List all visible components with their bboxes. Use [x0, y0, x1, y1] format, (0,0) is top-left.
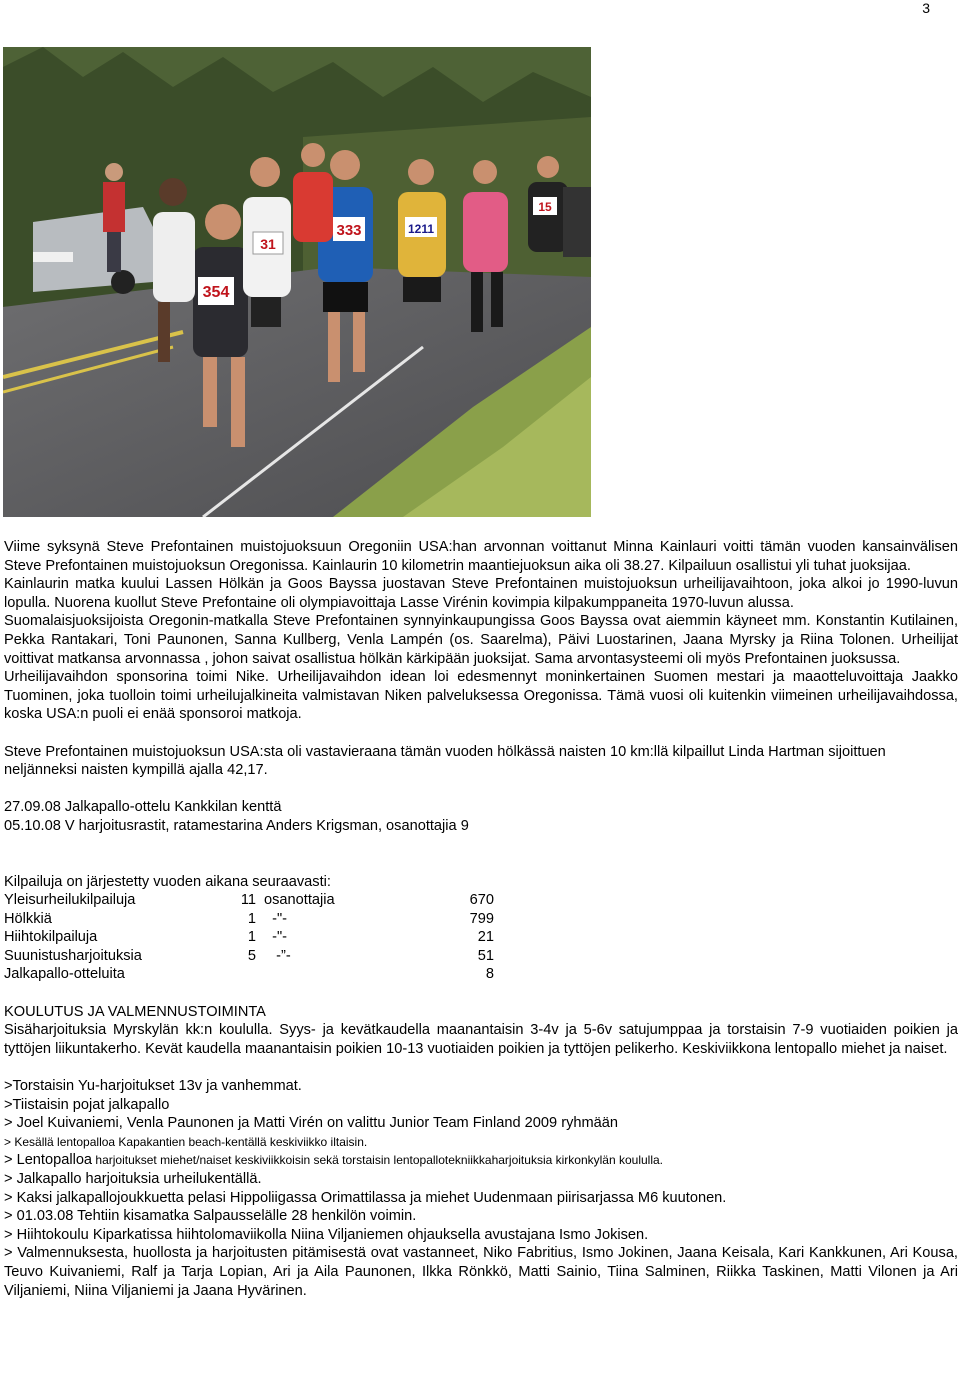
bullet-lead: > Lentopalloa [4, 1152, 93, 1169]
section-heading-koulutus: KOULUTUS JA VALMENNUSTOIMINTA [4, 1003, 266, 1020]
stats-label: -"- [264, 929, 288, 946]
event-orienteering: 05.10.08 V harjoitusrastit, ratamestarina Anders Krigsman, osanottajia 9 [4, 817, 469, 834]
koulutus-text: Sisäharjoituksia Myrskylän kk:n koululla. Syys- ja kevätkaudella maanantaisin 3-4v ja 5-6v satujumppaa ja torstaisin 7-9 vuotiaiden poikien ja tyttöjen liikuntakerho. Kevät kaudella maanantaisin poikien 10-13 vuotiaiden poikien ja tyttöjen pelikerho. Keskiviikkona lentopallo miehet ja naiset. [4, 1022, 958, 1057]
svg-text:15: 15 [538, 200, 552, 214]
stats-row [4, 928, 494, 947]
stats-name: Hiihtokilpailuja [4, 929, 98, 946]
stats-row [4, 947, 494, 966]
stats-count: 1 [247, 910, 256, 927]
paragraph-sponsor: Urheilijavaihdon sponsorina toimi Nike. Urheilijavaihdon idean loi edesmennyt moninkertainen Suomen mestari ja maaotteluvoittaja Jaakko Tuominen, joka tuolloin toimi urheilujalkineita valmistavan Niken palveluksessa Oregonissa. Tämä vuosi oli kuitenkin viimeinen urheilijavaihdossa, koska USA:n puoli ei enää sponsoroi matkoja. [4, 669, 958, 723]
event-football-match: 27.09.08 Jalkapallo-ottelu Kankkilan kenttä [4, 799, 282, 816]
paragraph-athlete-exchange: Kainlaurin matka kuului Lassen Hölkän ja Goos Bayssa juostavan Steve Prefontainen muistojuoksun urheilijavaihtoon, joka alkoi jo 1990-luvun lopulla. Nuorena kuollut Steve Prefontaine oli olympiavoittaja Lasse Virénin kovimpia kilpakumppaneita 1970-luvun alussa. [4, 576, 958, 611]
stats-name: Yleisurheilukilpailuja [4, 892, 136, 909]
svg-text:1211: 1211 [407, 222, 435, 236]
competition-stats-table [4, 891, 494, 984]
stats-row [4, 910, 494, 929]
stats-label: -”- [264, 947, 291, 964]
stats-row [4, 891, 494, 910]
svg-text:31: 31 [260, 236, 276, 252]
stats-total: 51 [477, 947, 494, 964]
stats-total: 670 [469, 892, 494, 909]
stats-name: Suunistusharjoituksia [4, 947, 142, 964]
bullet-item: > Jalkapallo harjoituksia urheilukentällä. [4, 1171, 262, 1187]
paragraph-minna-kainlauri: Viime syksynä Steve Prefontainen muistojuoksuun Oregoniin USA:han arvonnan voittanut Minna Kainlauri voitti tämän vuoden kansainvälisen Steve Prefontainen muistojuoksun Oregonissa. Kainlaurin 10 kilometrin maantiejuoksun aika oli 38.27. Kilpailuun osallistui yli tuhat juoksijaa. [4, 539, 958, 574]
stats-label: -"- [264, 910, 288, 927]
svg-text:354: 354 [202, 284, 230, 301]
paragraph-finnish-runners: Suomalaisjuoksijoista Oregonin-matkalla Steve Prefontainen synnyinkaupungissa Goos Bayssa ovat aiemmin käyneet mm. Konstantin Kutilainen, Pekka Rantakari, Toni Paunonen, Sanna Kullberg, Venla Lampén (os. Saarelma), Päivi Luostarinen, Jaana Myrsky ja Riina Tolonen. Urheilijat voittivat matkansa arvonnassa , johon saivat osallistua hölkän kärkipään juoksijat. Sama arvontasysteemi oli myös Prefontainen juoksussa. [4, 613, 958, 667]
stats-count: 11 [240, 892, 256, 909]
stats-total: 799 [469, 910, 494, 927]
bullet-item: >Torstaisin Yu-harjoitukset 13v ja vanhemmat. [4, 1078, 302, 1095]
bullet-item [4, 1151, 958, 1170]
bullet-item: > Hiihtokoulu Kiparkatissa hiihtolomaviikolla Niina Viljaniemen ohjauksella avustajana Ismo Jokisen. [4, 1226, 649, 1243]
runners-photo-graphic [3, 47, 591, 517]
stats-name: Hölkkiä [4, 910, 52, 927]
stats-total: 21 [477, 929, 494, 946]
stats-total: 8 [485, 966, 494, 983]
stats-label: osanottajia [264, 892, 335, 909]
stats-intro: Kilpailuja on järjestetty vuoden aikana seuraavasti: [4, 873, 331, 890]
page-number: 3 [922, 0, 930, 16]
bullet-item: >Tiistaisin pojat jalkapallo [4, 1096, 170, 1113]
stats-count: 5 [247, 947, 256, 964]
stats-label [256, 965, 384, 984]
bullet-item: > Kesällä lentopalloa Kapakantien beach-kentällä keskiviikko iltaisin. [4, 1134, 368, 1149]
svg-text:333: 333 [336, 222, 362, 239]
bullet-item: > 01.03.08 Tehtiin kisamatka Salpausselälle 28 henkilön voimin. [4, 1208, 417, 1225]
stats-count [226, 965, 256, 984]
bullet-rest: harjoitukset miehet/naiset keskiviikkoisin sekä torstaisin lentopallotekniikkaharjoituksia kirkonkylän koululla. [92, 1153, 663, 1168]
paragraph-linda-hartman: Steve Prefontainen muistojuoksun USA:sta oli vastavieraana tämän vuoden hölkässä naisten 10 km:llä kilpaillut Linda Hartman sijoittuen neljänneksi naisten kympillä ajalla 42,17. [4, 743, 886, 779]
stats-count: 1 [247, 929, 256, 946]
runners-photo [3, 47, 591, 517]
bullet-item: > Valmennuksesta, huollosta ja harjoitusten pitämisestä ovat vastanneet, Niko Fabritius, Ismo Jokinen, Jaana Keisala, Kari Kankkunen, Ari Kousa, Teuvo Kuivaniemi, Ralf ja Tarja Lopian, Ari ja Aila Paunonen, Ilkka Rönkkö, Matti Sainio, Tiina Salminen, Riikka Taskinen, Matti Vilonen ja Ari Viljaniemi, Niina Viljaniemi ja Jaana Hyvärinen. [4, 1245, 958, 1299]
stats-name: Jalkapallo-otteluita [4, 966, 125, 983]
bullet-item: > Kaksi jalkapallojoukkuetta pelasi Hippoliigassa Orimattilassa ja miehet Uudenmaan piirisarjassa M6 kuutonen. [4, 1189, 727, 1206]
bullet-item: > Joel Kuivaniemi, Venla Paunonen ja Matti Virén on valittu Junior Team Finland 2009 ryhmään [4, 1115, 618, 1132]
article-text [4, 538, 958, 1300]
stats-row [4, 965, 494, 984]
